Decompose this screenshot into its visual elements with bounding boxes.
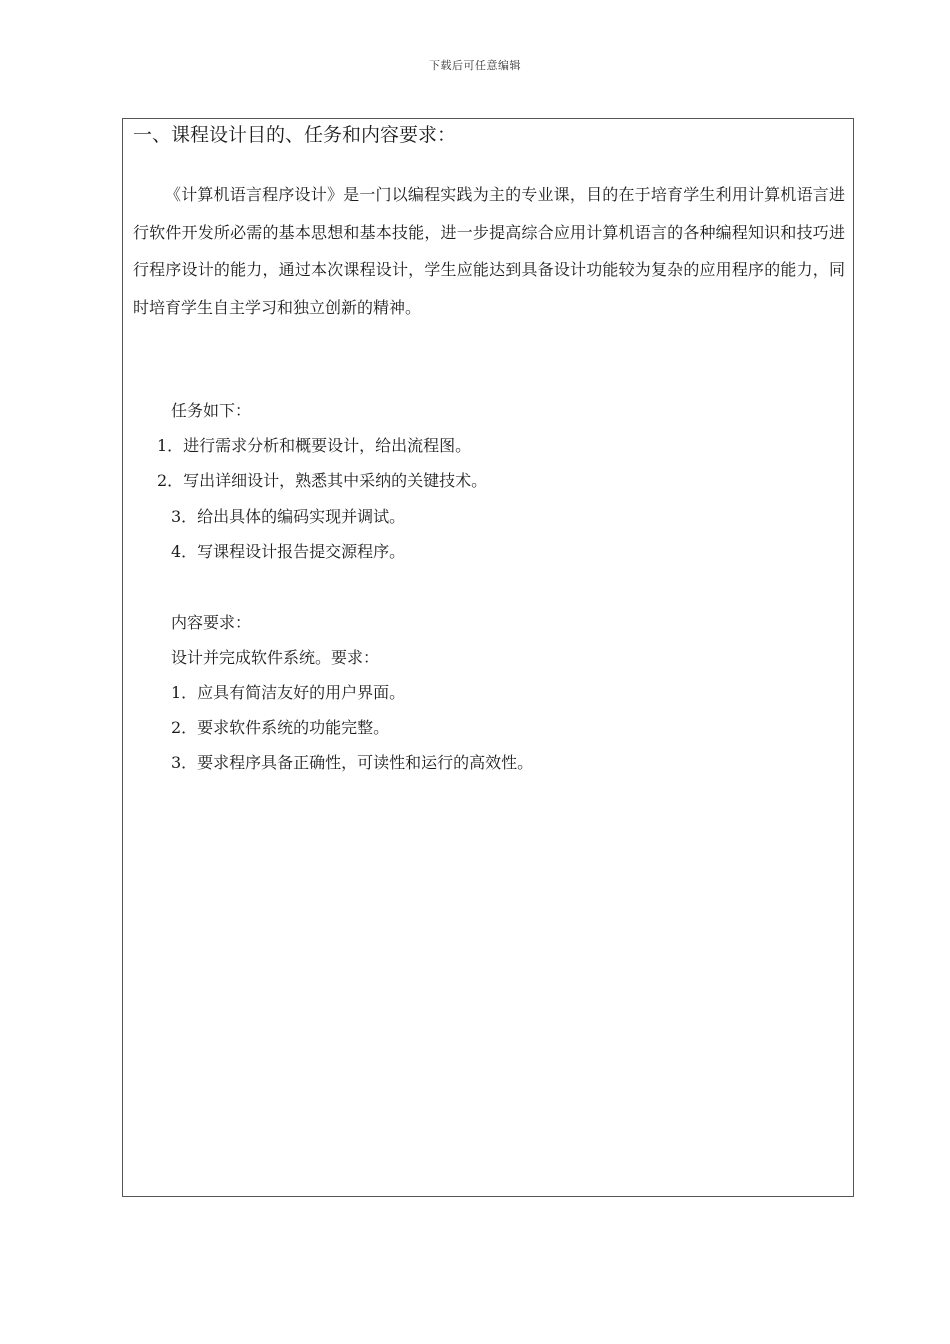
requirements-intro: 设计并完成软件系统。要求： — [171, 648, 380, 667]
tasks-heading: 任务如下： — [171, 401, 252, 420]
intro-paragraph: 《计算机语言程序设计》是一门以编程实践为主的专业课，目的在于培育学生利用计算机语言进行软件开发所必需的基本思想和基本技能，进一步提高综合应用计算机语言的各种编程知识和技巧进行程序设计的能力，通过本次课程设计，学生应能达到具备设计功能较为复杂的应用程序的能力，同时培育学生自主学习和独立创新的精神。 — [133, 185, 845, 317]
content-box — [122, 118, 854, 1197]
task-item-3: 3．给出具体的编码实现并调试。 — [171, 507, 406, 526]
requirement-item-3: 3．要求程序具备正确性，可读性和运行的高效性。 — [171, 753, 534, 772]
requirement-item-2: 2．要求软件系统的功能完整。 — [171, 718, 390, 737]
page-header: 下载后可任意编辑 — [429, 59, 521, 72]
task-item-1: 1．进行需求分析和概要设计，给出流程图。 — [157, 436, 472, 455]
requirement-item-1: 1．应具有简洁友好的用户界面。 — [171, 683, 406, 702]
section-title: 一、课程设计目的、任务和内容要求： — [133, 124, 457, 146]
task-item-4: 4．写课程设计报告提交源程序。 — [171, 542, 406, 561]
requirements-heading: 内容要求： — [171, 613, 252, 632]
task-item-2: 2．写出详细设计，熟悉其中采纳的关键技术。 — [157, 471, 488, 490]
